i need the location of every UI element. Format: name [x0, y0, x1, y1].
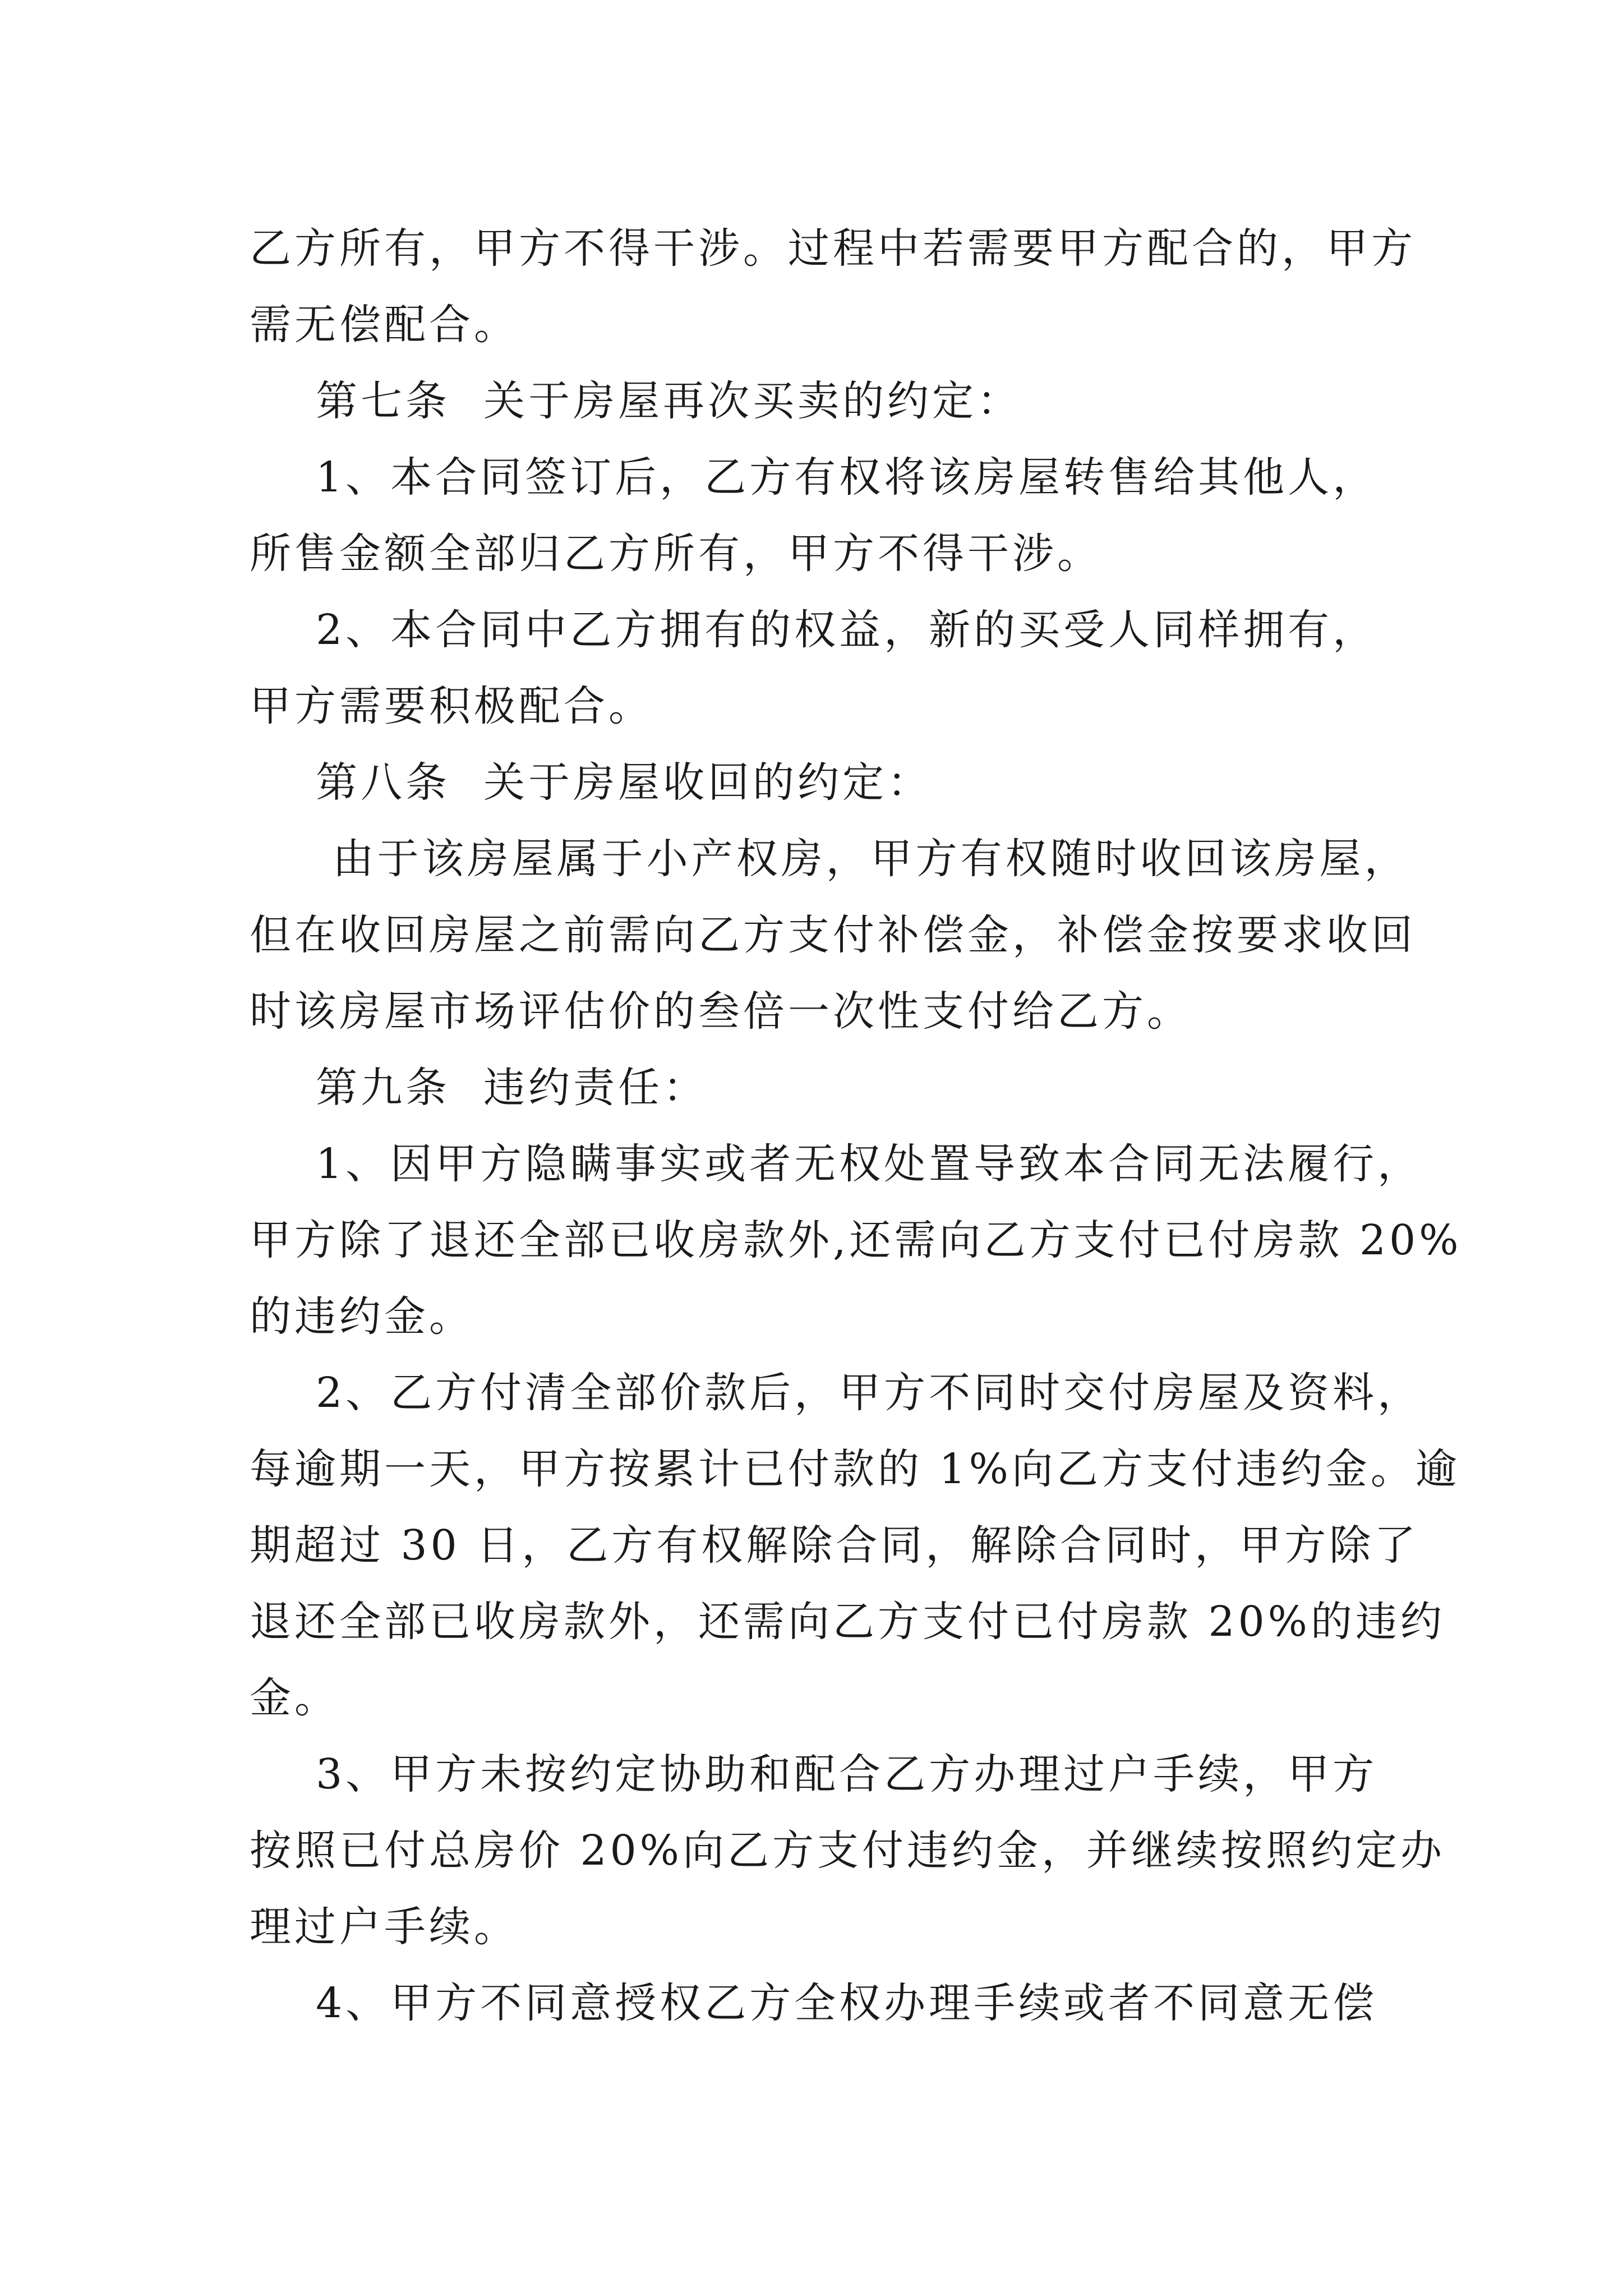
article-heading: 第八条 关于房屋收回的约定：: [250, 758, 933, 807]
text-line: 1、本合同签订后，乙方有权将该房屋转售给其他人，: [250, 453, 1378, 501]
text-line: 时该房屋市场评估价的叁倍一次性支付给乙方。: [250, 987, 1192, 1036]
text-line: 金。: [250, 1674, 339, 1722]
text-line: 1、因甲方隐瞒事实或者无权处置导致本合同无法履行，: [250, 1140, 1423, 1188]
text-line: 期超过 30 日，乙方有权解除合同，解除合同时，甲方除了: [250, 1521, 1419, 1570]
text-line: 2、乙方付清全部价款后，甲方不同时交付房屋及资料，: [250, 1369, 1423, 1417]
text-line: 甲方除了退还全部已收房款外,还需向乙方支付已付房款 20%: [250, 1216, 1462, 1264]
contract-text: [250, 210, 1462, 2041]
article-heading: 第九条 违约责任：: [250, 1064, 708, 1112]
text-line: 退还全部已收房款外，还需向乙方支付已付房款 20%的违约: [250, 1598, 1445, 1646]
text-line: 按照已付总房价 20%向乙方支付违约金，并继续按照约定办: [250, 1826, 1445, 1875]
text-line: 理过户手续。: [250, 1903, 519, 1951]
text-line: 由于该房屋属于小产权房，甲方有权随时收回该房屋，: [250, 835, 1409, 883]
text-line: 4、甲方不同意授权乙方全权办理手续或者不同意无偿: [250, 1979, 1378, 2027]
text-line: 3、甲方未按约定协助和配合乙方办理过户手续，甲方: [250, 1750, 1378, 1798]
text-line: 需无偿配合。: [250, 301, 519, 349]
text-line: 的违约金。: [250, 1292, 474, 1341]
text-line: 所售金额全部归乙方所有，甲方不得干涉。: [250, 530, 1102, 578]
text-line: 乙方所有，甲方不得干涉。过程中若需要甲方配合的，甲方: [250, 224, 1416, 273]
text-line: 2、本合同中乙方拥有的权益，新的买受人同样拥有，: [250, 606, 1378, 654]
text-line: 甲方需要积极配合。: [250, 682, 653, 730]
article-heading: 第七条 关于房屋再次买卖的约定：: [250, 377, 1022, 425]
text-line: 每逾期一天，甲方按累计已付款的 1%向乙方支付违约金。逾: [250, 1445, 1460, 1493]
text-line: 但在收回房屋之前需向乙方支付补偿金，补偿金按要求收回: [250, 911, 1416, 959]
